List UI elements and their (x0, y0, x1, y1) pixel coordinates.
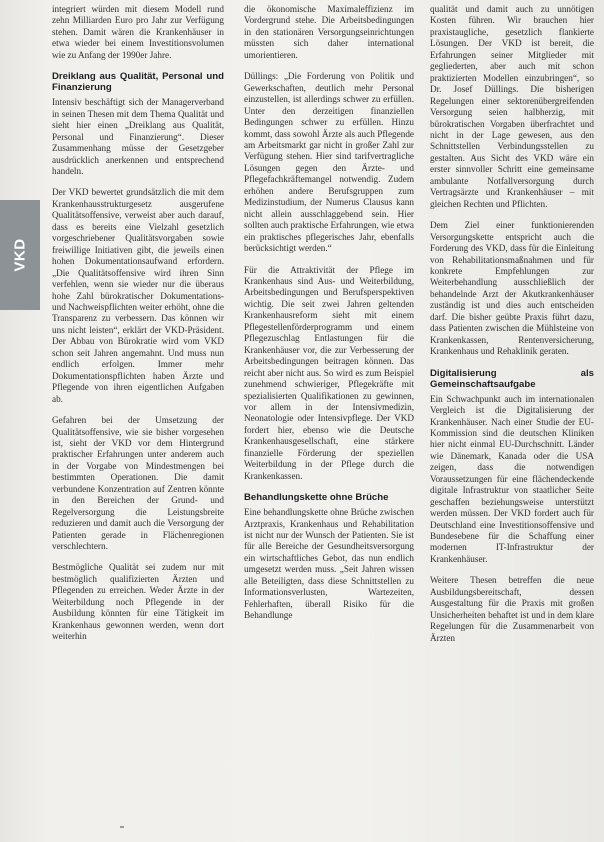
text-column-1 (52, 4, 224, 653)
body-paragraph: integriert würden mit diesem Modell rund zehn Milliarden Euro pro Jahr zur Verfügung stehen. Damit wären die Krankenhäuser in etwa wieder bei einem Investitionsvolumen wie zu Anfang der 1990er Jahre. (52, 4, 224, 60)
body-paragraph: Ein Schwachpunkt auch im internationalen Vergleich ist die Digitalisierung der Krankenhäuser. Nach einer Studie der EU-Kommission sind die deutschen Kliniken hier nicht einmal EU-Durchschnitt. Länder wie Dänemark, Kanada oder die USA zeigen, dass die notwendigen Voraussetzungen für eine flächendeckende digitale Infrastruktur von staatlicher Seite geschaffen beziehungsweise unterstützt werden müssen. Der VKD fordert auch für Deutschland eine Investitionsoffensive und Bundesebene für die Schaffung einer modernen IT-Infrastruktur der Krankenhäuser. (430, 393, 594, 564)
body-paragraph: Düllings: „Die Forderung von Politik und Gewerkschaften, deutlich mehr Personal einzustellen, ist allerdings schwer zu erfüllen. Unter den derzeitigen finanziellen Bedingungen schwer zu erfüllen. Hinzu kommt, dass sowohl Ärzte als auch Pflegende am Arbeitsmarkt gar nicht in großer Zahl zur Verfügung stehen. Hier sind tarifvertragliche Lösungen gegen den Ärzte- und Pflegefachkräftemangel notwendig. Zudem erhöhen andere Berufsgruppen zum Medizinstudium, der Numerus Clausus kann nicht allein ausschlaggebend sein. Hier sollten auch praktische Erfahrungen, wie etwa ein praktisches pflegerisches Jahr, ebenfalls berücksichtigt werden.“ (244, 71, 414, 254)
section-heading: Behandlungskette ohne Brüche (244, 492, 389, 504)
body-paragraph: Dem Ziel einer funktionierenden Versorgungskette entspricht auch die Forderung des VKD, dass für die Einleitung von Rehabilitationsmaßnahmen und für konkrete Empfehlungen zur Weiterbehandlung ausschließlich der behandelnde Arzt der Akutkrankenhäuser zuständig ist und dies auch entscheiden darf. Die bisher geübte Praxis führt dazu, dass Patienten zwischen die Mühlsteine von Krankenkassen, Rentenversicherung, Krankenhaus und Rehaklinik geraten. (430, 220, 594, 357)
section-tab (0, 200, 40, 310)
body-paragraph: Für die Attraktivität der Pflege im Krankenhaus sind Aus- und Weiterbildung, Arbeitsbedingungen und Berufsperspektiven wichtig. Die seit zwei Jahren geltenden Krankenhausreform sieht mit einem Pflegestellenförderprogramm und einem Pflegezuschlag Entlastungen für die Krankenhäuser vor, die zur Verbesserung der Arbeitsbedingungen beitragen können. Das reicht aber nicht aus. So wird es zum Beispiel zunehmend schwieriger, Pflegekräfte mit spezialisierten Qualifikationen zu gewinnen, vor allem in der Intensivmedizin, Neonatologie oder Intensivpflege. Der VKD fordert hier, ebenso wie die Deutsche Krankenhausgesellschaft, eine stärkere finanzielle Förderung der speziellen Weiterbildung in der Pflege durch die Krankenkassen. (244, 264, 414, 481)
text-column-2 (244, 4, 414, 632)
body-paragraph: Gefahren bei der Umsetzung der Qualitätsoffensive, wie sie bisher vorgesehen ist, sieht der VKD vor dem Hintergrund praktischer Erfahrungen unter anderem auch in der Vorgabe von Mindestmengen bei bestimmten Operationen. Die damit verbundene Konzentration auf Zentren könnte in den Bereichen der Grund- und Regelversorgung die Leistungsbreite reduzieren und damit auch die Versorgung der Patienten gerade in Flächenregionen verschlechtern. (52, 415, 224, 552)
body-paragraph: Weitere Thesen betreffen die neue Ausbildungsbereitschaft, dessen Ausgestaltung für die Praxis mit großen Unsicherheiten behaftet ist und in dem klare Regelungen für die Zusammenarbeit von Ärzten (430, 575, 594, 643)
section-heading: Dreiklang aus Qualität, Personal und Finanzierung (52, 71, 224, 94)
body-paragraph: Der VKD bewertet grundsätzlich die mit dem Krankenhausstrukturgesetz ausgerufene Qualitätsoffensive, verweist aber auch darauf, dass es bereits eine Vielzahl gesetzlich vorgeschriebener Qualitätsvorgaben sowie freiwillige Initiativen gibt, die jeweils einen hohen Dokumentationsaufwand erfordern. „Die Qualitätsoffensive wird ihren Sinn verfehlen, wenn sie wieder nur die überaus hohe Zahl bürokratischer Dokumentations- und Nachweispflichten weiter erhöht, ohne die Transparenz zu verbessern. Das können wir uns nicht leisten“, erklärt der VKD-Präsident. Der Abbau von Bürokratie wird vom VKD schon seit Jahren angemahnt. Und muss nun endlich erfolgen. Immer mehr Dokumentationspflichten haben Ärzte und Pflegende von ihren eigentlichen Aufgaben ab. (52, 187, 224, 404)
body-paragraph: Intensiv beschäftigt sich der Managerverband in seinen Thesen mit dem Thema Qualität und sieht hier einen „Dreiklang aus Qualität, Personal und Finanzierung“. Dieser Zusammenhang müsse der Gesetzgeber ausdrücklich anerkennen und entsprechend handeln. (52, 97, 224, 176)
section-heading: Digitalisierung als Gemeinschaftsaufgabe (430, 367, 594, 390)
body-paragraph: Bestmögliche Qualität sei zudem nur mit bestmöglich qualifizierten Ärzten und Pflegenden zu erreichen. Weder Ärzte in der Weiterbildung noch Pflegende in der Ausbildung könnten für eine Tätigkeit im Krankenhaus gewonnen werden, wenn dort weiterhin (52, 562, 224, 642)
body-paragraph: Eine behandlungskette ohne Brüche zwischen Arztpraxis, Krankenhaus und Rehabilitation ist nicht nur der Wunsch der Patienten. Sie ist für alle Bereiche der Gesundheitsversorgung ein wirtschaftliches Gebot, das nun endlich umgesetzt werden muss. „Seit Jahren wissen alle Beteiligten, dass diese Schnittstellen zu Informationsverlusten, Wartezeiten, Fehlerhaften, überall Risiko für die Behandlunge (244, 507, 414, 621)
page-marker (120, 826, 124, 828)
body-paragraph: qualität und damit auch zu unnötigen Kosten führen. Wir brauchen hier praxistaugliche, gesetzlich flankierte Lösungen. Der VKD ist bereit, die Erfahrungen seiner Mitglieder mit gegliederten, aber auch mit schon praktizierten Modellen einzubringen“, so Dr. Josef Düllings. Die bisherigen Regelungen einer sektorenübergreifenden Versorgung seien halbherzig, mit bürokratischen Vorgaben überfrachtet und nicht in der Lage gewesen, aus den Schnittstellen Verbindungsstellen zu gestalten. Aus Sicht des VKD wäre ein erster sinnvoller Schritt eine gemeinsame ambulante Notfallversorgung durch Vertragsärzte und Krankenhäuser – mit gleichen Rechten und Pflichten. (430, 4, 594, 209)
text-column-3 (430, 4, 594, 654)
section-tab-label: VKD (11, 238, 29, 272)
body-paragraph: die ökonomische Maximaleffizienz im Vordergrund stehe. Die Arbeitsbedingungen in den stationären Versorgungseinrichtungen müssten sich daher international umorientieren. (244, 4, 414, 60)
